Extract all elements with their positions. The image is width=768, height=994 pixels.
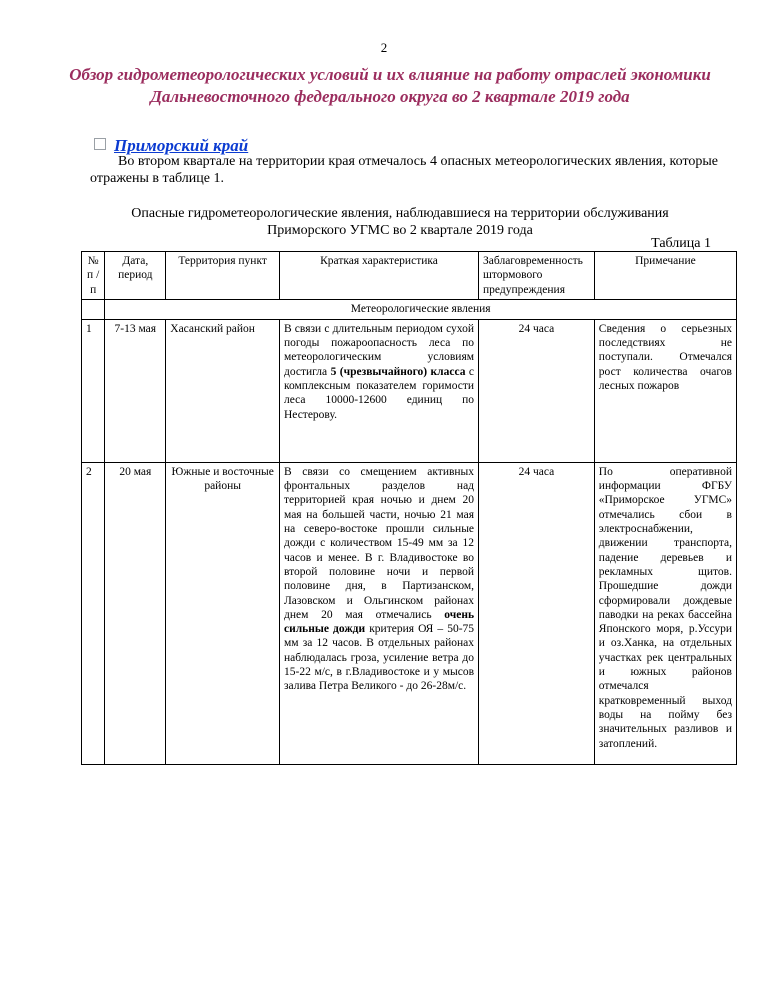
cell-num: 1: [82, 319, 105, 462]
header-description: Краткая характеристика: [280, 252, 479, 300]
description-bold: очень сильные дожди: [284, 608, 475, 636]
header-num: № п / п: [82, 252, 105, 300]
header-note: Примечание: [594, 252, 736, 300]
header-date: Дата, период: [105, 252, 166, 300]
table-row: [82, 462, 737, 764]
hazard-table: [81, 251, 737, 765]
cell-description: [280, 319, 479, 462]
cell-num: 2: [82, 462, 105, 764]
header-territory: Территория пункт: [166, 252, 280, 300]
table-header-row: [82, 252, 737, 300]
cell-territory: Хасанский район: [166, 319, 280, 462]
cell-territory: Южные и восточные районы: [166, 462, 280, 764]
table-row: [82, 319, 737, 462]
cell-lead-time: 24 часа: [479, 319, 595, 462]
header-lead-time: Заблаговременность штормового предупреждения: [479, 252, 595, 300]
cell-lead-time: 24 часа: [479, 462, 595, 764]
table-section-row: [82, 299, 737, 319]
cell-description: [280, 462, 479, 764]
description-text: В связи с длительным периодом сухой погоды пожароопасность леса по метеорологическим условиям достигла: [284, 322, 475, 378]
description-text-end: с комплексным показателем горимости леса 10000-12600 единиц по Нестерову.: [284, 365, 475, 421]
description-text-end: критерия ОЯ – 50-75 мм за 12 часов. В отдельных районах наблюдалась гроза, усиление ветра до 15-22 м/с, в г.Владивостоке и у мысов залива Петра Великого - до 26-28м/с.: [284, 623, 475, 693]
section-heading-link[interactable]: Приморский край: [114, 136, 249, 155]
table-label: Таблица 1: [651, 236, 711, 251]
cell-note: По оперативной информации ФГБУ «Приморское УГМС» отмечались сбои в электроснабжении, движении транспорта, падение деревьев и рекламных щитов. Прошедшие дожди сформировали дождевые паводки на реках бассейна Японского моря, р.Уссури и оз.Ханка, на отдельных участках рек центральных и южных районов отмечался кратковременный выход воды на пойму без значительных разливов и затоплений.: [594, 462, 736, 764]
cell-date: 7-13 мая: [105, 319, 166, 462]
cell-date: 20 мая: [105, 462, 166, 764]
description-bold: 5 (чрезвычайного) класса: [330, 365, 466, 378]
section-row-label: Метеорологические явления: [105, 299, 737, 319]
cell-note: Сведения о серьезных последствиях не поступали. Отмечался рост количества очагов лесных пожаров: [594, 319, 736, 462]
description-text: В связи со смещением активных фронтальных разделов над территорией края ночью и днем 20 мая на большей части, ночью 21 мая на северо-востоке прошли сильные дожди с количеством 15-49 мм за 12 часов и менее. В г. Владивостоке во второй половине ночи и первой половине дня, в Партизанском, Лазовском и Ольгинском районах днем 20 мая отмечались: [284, 465, 475, 621]
checkbox-bullet-icon: [94, 138, 106, 150]
document-title: Обзор гидрометеорологических условий и их влияние на работу отраслей экономики Дальневосточного федерального округа во 2 квартале 2019 года: [69, 65, 711, 106]
section-intro: Во втором квартале на территории края отмечалось 4 опасных метеорологических явления, которые отражены в таблице 1.: [90, 154, 718, 186]
page-number: 2: [380, 40, 388, 55]
table-caption: Опасные гидрометеорологические явления, наблюдавшиеся на территории обслуживания Приморского УГМС во 2 квартале 2019 года: [131, 206, 669, 238]
